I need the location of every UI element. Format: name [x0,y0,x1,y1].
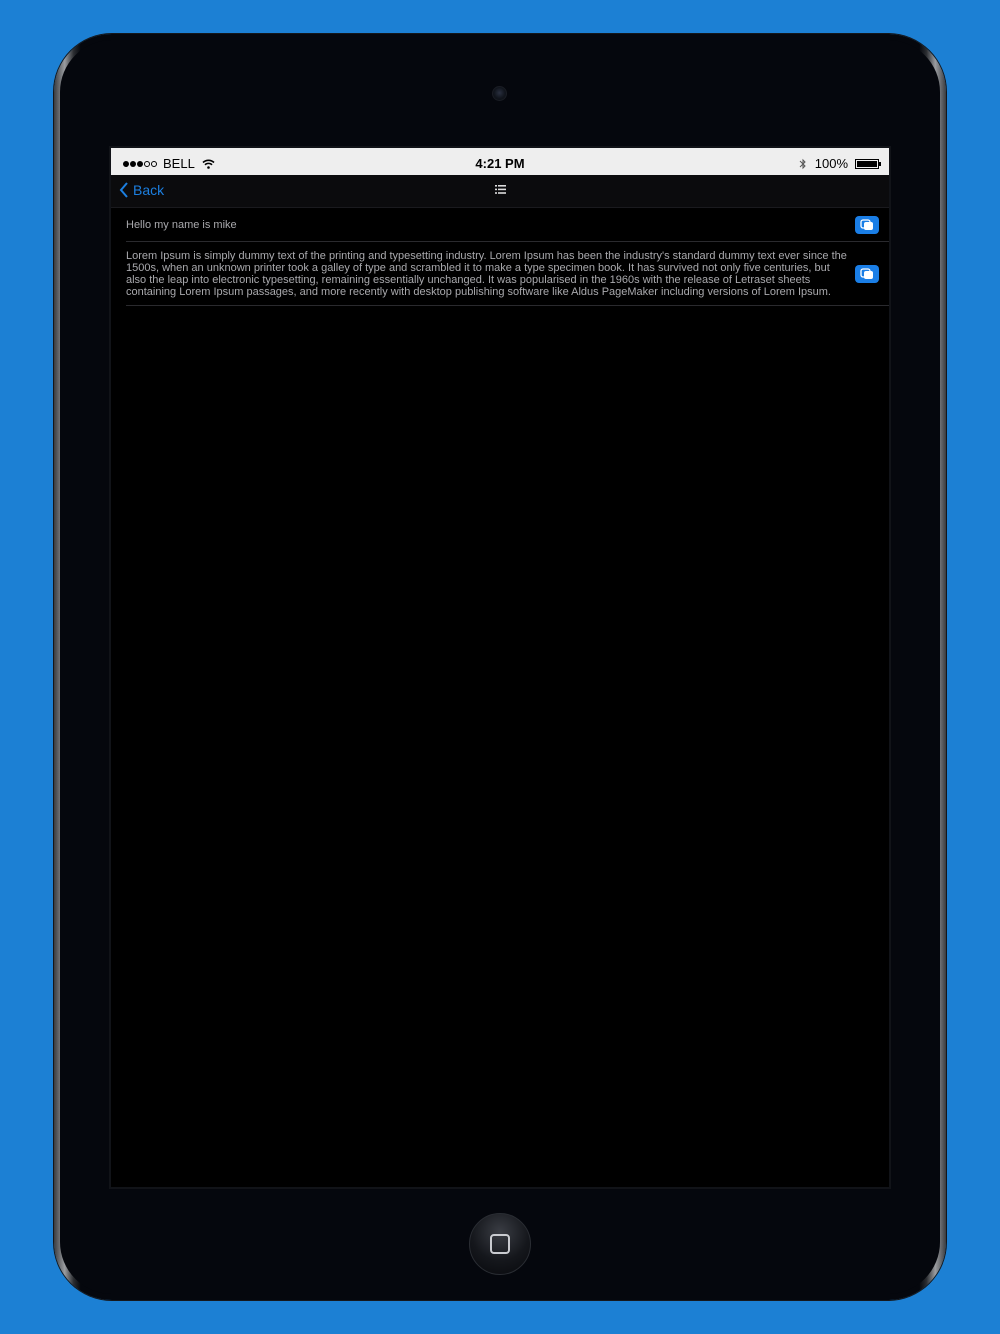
text-list [111,208,889,306]
status-right [799,156,879,171]
status-time: 4:21 PM [475,156,525,171]
home-square-icon [490,1234,510,1254]
status-bar [111,148,889,175]
list-item-text: Lorem Ipsum is simply dummy text of the printing and typesetting industry. Lorem Ipsum has been the industry's standard dummy text ever since the 1500s, when an unknown printer took a galley of type and scrambled it to make a type specimen book. It has survived not only five centuries, but also the leap into electronic typesetting, remaining essentially unchanged. It was popularised in the 1960s with the release of Letraset sheets containing Lorem Ipsum passages, and more recently with desktop publishing software like Aldus PageMaker including versions of Lorem Ipsum. [126,249,847,298]
bluetooth-icon [799,158,807,170]
home-button[interactable] [469,1213,531,1275]
back-button[interactable] [119,182,164,198]
navigation-bar [111,175,889,208]
copy-icon [860,219,874,231]
copy-icon [860,268,874,280]
list-item-text: Hello my name is mike [126,218,237,231]
carrier-name: BELL [163,156,195,171]
copy-button[interactable] [855,265,879,283]
list-item [126,242,889,306]
copy-button[interactable] [855,216,879,234]
list-icon[interactable] [495,185,506,194]
battery-percent: 100% [814,156,848,171]
battery-icon [855,159,879,169]
chevron-left-icon [119,182,129,198]
app-screen [111,148,889,1187]
front-camera [492,86,507,101]
list-item [126,208,889,242]
back-label: Back [133,182,165,198]
